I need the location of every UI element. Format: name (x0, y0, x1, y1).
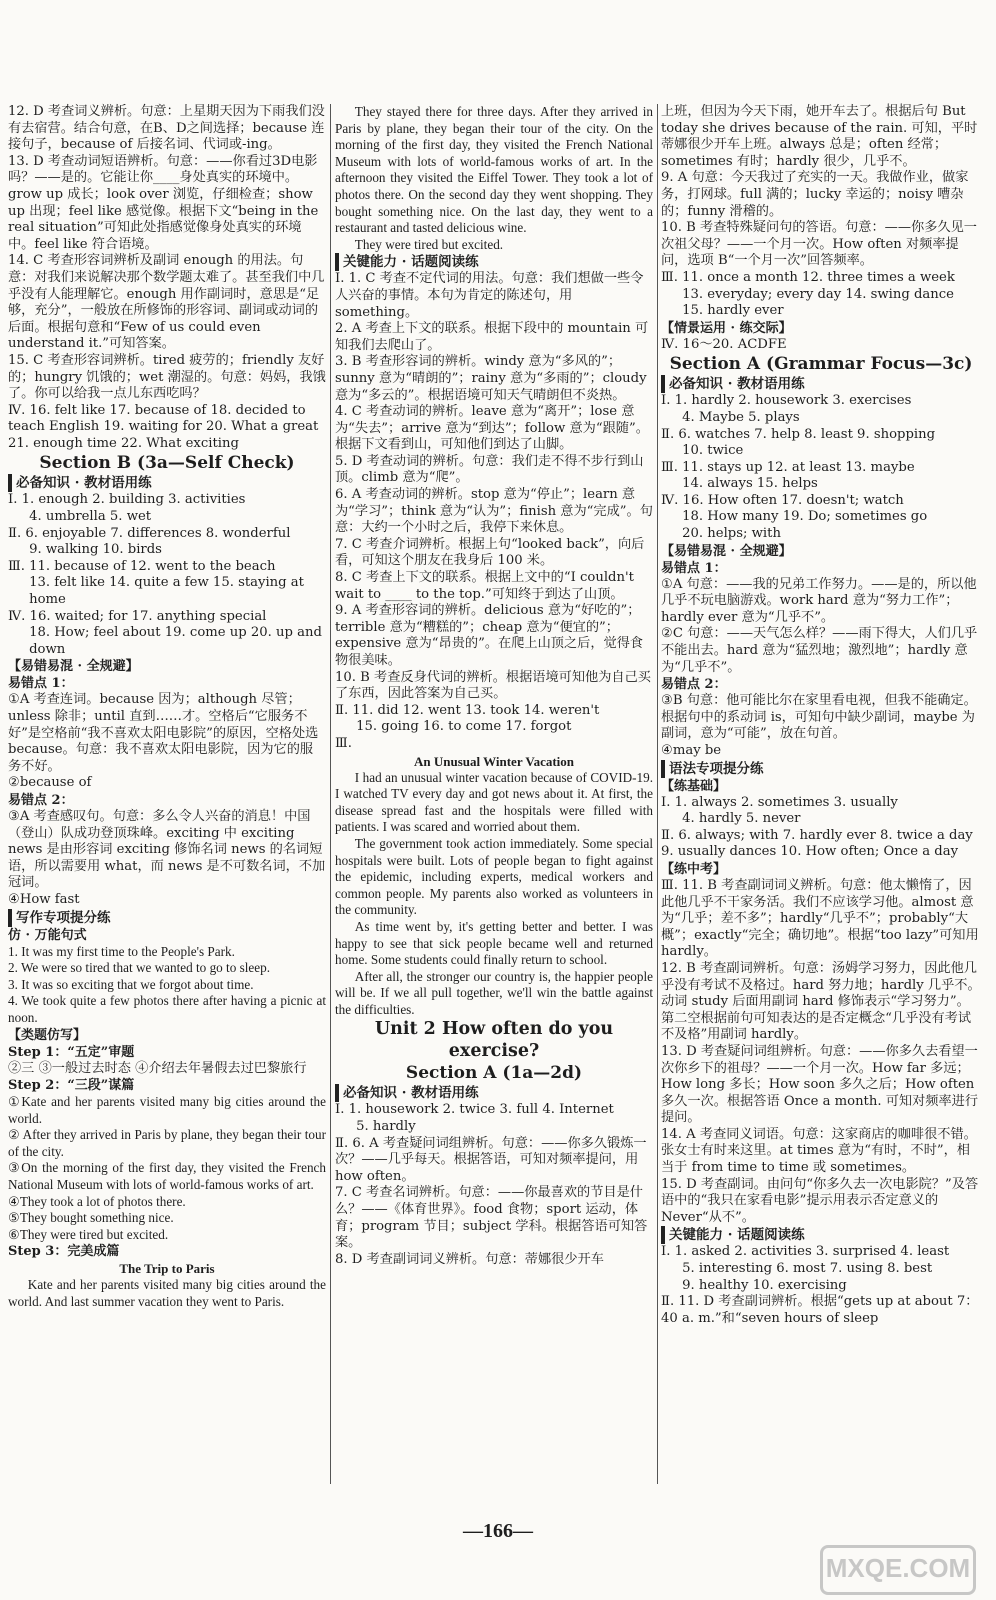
answer-item: 2. A 考查上下文的联系。根据下段中的 mountain 可知我们去爬山了。 (335, 321, 649, 353)
answer-item: ③B 句意：他可能比尔在家里看电视，但我不能确定。根据句中的系动词 is，可知句中缺少副词，maybe 为副词，意为“可能”，放在句首。 (661, 693, 977, 742)
answer-item: Ⅲ. 11. B 考查副词词义辨析。句意：他太懒惰了，因此他几乎不干家务活。我们不应该学习他。almost 意为“几乎；差不多”；hardly“几乎不”；probably“大概”；exactly“完全；确切地”。根据“too lazy”可知用 hardly。 (661, 877, 979, 960)
step-content: ⑥They were tired but excited. (8, 1226, 169, 1242)
column-divider (657, 104, 658, 1484)
essay-title: An Unusual Winter Vacation (413, 753, 575, 769)
step-label: Step 1：“五定”审题 (8, 1044, 135, 1060)
error-point-label: 易错点 2： (8, 792, 74, 808)
answer-item: 8. C 考查上下文的联系。根据上文中的“I couldn't wait to ____ to the top.”可知终于到达了山顶。 (335, 570, 634, 602)
answer-item: 4. C 考查动词的辨析。leave 意为“离开”；lose 意为“失去”；arrive 意为“到达”；follow 意为“跟随”。根据下文看到山，可知他们到达了山脚。 (335, 404, 649, 453)
essay-paragraph: The government took action immediately. Some special hospitals were built. Lots of people began to fight against the epidemic, including experts, medical workers and common people. My parents also worked as volunteers in the community. (335, 835, 653, 918)
answer-line: 10. twice (682, 443, 744, 459)
step-content: ①Kate and her parents visited many big cities around the world. (8, 1094, 326, 1126)
answer-line: 5. interesting 6. most 7. using 8. best (682, 1261, 933, 1277)
answer-item: ①A 句意：——我的兄弟工作努力。——是的，所以他几乎不玩电脑游戏。work hard 意为“努力工作”；hardly ever 意为“几乎不”。 (661, 576, 977, 625)
section-bar: 必备知识 · 教材语用练 (335, 1084, 653, 1102)
answer-line: 15. hardly ever (682, 303, 784, 319)
answer-line: Ⅳ. 16. waited; for 17. anything special (8, 608, 267, 624)
answer-line: 13. felt like 14. quite a few 15. staying at home (29, 575, 304, 608)
subsection-label: 【易错易混 · 全规避】 (661, 543, 792, 559)
answer-line: 5. hardly (356, 1119, 416, 1135)
answer-item: ④How fast (8, 891, 80, 907)
subsection-label: 【练中考】 (661, 861, 727, 877)
answer-item: 10. B 考查特殊疑问句的答语。句意：——你多久见一次祖父母？——一个月一次。How often 对频率提问，选项 B“一个月一次”回答频率。 (661, 220, 977, 269)
essay-paragraph: They were tired but excited. (354, 236, 504, 252)
answer-item: Ⅰ. 1. C 考查不定代词的用法。句意：我们想做一些令人兴奋的事情。本句为肯定的陈述句，用 something。 (335, 271, 644, 320)
answer-item: Ⅳ. 16. felt like 17. because of 18. decided to teach English 19. waiting for 20. What a great 21. enough time 22. What exciting (8, 402, 319, 451)
subsection-label: 【情景运用 · 练交际】 (661, 320, 792, 336)
answer-item: 14. C 考查形容词辨析及副词 enough 的用法。句意：对我们来说解决那个数学题太难了。甚至我们中几乎没有人能理解它。enough 用作副词时，意思是“足够，充分”，一般放在所修饰的形容词、副词或动词的后面。根据句意和“Few of us could even understand it.”可知答案。 (8, 253, 325, 352)
sentence: 1. It was my first time to the People's Park. (8, 943, 235, 959)
answer-line: 14. always 15. helps (682, 476, 818, 492)
step-content: ④They took a lot of photos there. (8, 1193, 186, 1209)
step-label: Step 3：完美成篇 (8, 1244, 120, 1260)
answer-item: 13. D 考查疑问词组辨析。句意：——你多久去看望一次你乡下的祖母？——一个月一次。How far 多远；How long 多长；How soon 多久之后；How often 多久一次。根据答语 Once a month. 可知对频率进行提问。 (661, 1043, 979, 1126)
error-point-label: 易错点 2： (661, 677, 727, 693)
answer-line: Ⅰ. 1. asked 2. activities 3. surprised 4. least (661, 1244, 950, 1260)
column-right (661, 104, 981, 1327)
answer-item: 13. D 考查动词短语辨析。句意：——你看过3D电影吗？——是的。它能让你____身处真实的环境中。grow up 成长；look over 浏览，仔细检查；show up 出现；feel like 感觉像。根据下文“being in the real situation”可知此处指感觉像身处真实的环境中。feel like 符合语境。 (8, 153, 319, 252)
step-content: ②三 ③一般过去时态 ④介绍去年暑假去过巴黎旅行 (8, 1060, 307, 1076)
error-point-label: 易错点 1： (8, 676, 74, 692)
subsection-label: 【易错易混 · 全规避】 (8, 659, 139, 675)
answer-item: 5. D 考查动词的辨析。句意：我们走不得不步行到山顶。climb 意为“爬”。 (335, 453, 644, 486)
answer-item: 15. C 考查形容词辨析。tired 疲劳的；friendly 友好的；hungry 饥饿的；wet 潮湿的。句意：妈妈，我饿了。你可以给我一点儿东西吃吗？ (8, 352, 326, 402)
answer-item: 15. D 考查副词。由问句“你多久去一次电影院？”及答语中的“我只在家看电影”提示用表示否定意义的 Never“从不”。 (661, 1176, 979, 1225)
answer-line: Ⅰ. 1. enough 2. building 3. activities (8, 492, 246, 508)
section-title: Section B (3a—Self Check) (39, 453, 295, 474)
answer-item: ③A 考查感叹句。句意：多么令人兴奋的消息！中国（登山）队成功登顶珠峰。exciting 中 exciting news 是由形容词 exciting 修饰名词 news 的名词短语，所以需要用 what，而 news 是不可数名词，不加冠词。 (8, 808, 326, 891)
essay-paragraph: I had an unusual winter vacation because of COVID-19. I watched TV every day and got news about it. At first, the disease spread fast and the hospitals were filled with patients. I was scared and worried about them. (335, 769, 653, 835)
answer-line: Ⅲ. (335, 735, 352, 751)
error-point-label: 易错点 1： (661, 560, 727, 576)
essay-paragraph: As time went by, it's getting better and better. I was happy to see that sick people became well and returned home. Some students could finally return to school. (335, 918, 653, 968)
essay-paragraph: Kate and her parents visited many big cities around the world. And last summer vacation they went to Paris. (8, 1277, 326, 1310)
answer-line: 9. healthy 10. exercising (682, 1277, 847, 1293)
subsection-label: 【类题仿写】 (8, 1027, 87, 1043)
section-bar: 必备知识 · 教材语用练 (661, 375, 981, 393)
essay-paragraph: They stayed there for three days. After they arrived in Paris by plane, they began their tour of the city. On the morning of the first day, they visited the French National Museum with lots of world-famous works of art. In the afternoon they visited the Eiffel Tower. They took a lot of photos there. On the second day they went shopping. They bought something nice. On the last day, they went to a restaurant and tasted delicious wine. (335, 104, 653, 236)
answer-item: 10. B 考查反身代词的辨析。根据语境可知他为自己买了东西，因此答案为自己买。 (335, 669, 651, 702)
answer-line: Ⅱ. 6. watches 7. help 8. least 9. shopping (661, 426, 936, 442)
answer-line: 9. walking 10. birds (29, 542, 162, 558)
essay-title: The Trip to Paris (119, 1261, 215, 1277)
step-content: ② After they arrived in Paris by plane, they began their tour of the city. (8, 1127, 326, 1159)
answer-item: 12. D 考查词义辨析。句意：上星期天因为下雨我们没有去宿营。结合句意，在B、D之间选择；because 连接句子，because of 后接名词、代词或-ing。 (8, 104, 325, 153)
step-label: Step 2：“三段”谋篇 (8, 1078, 135, 1094)
answer-item: 14. A 考查同义词语。句意：这家商店的咖啡很不错。张女士有时来这里。at times 意为“有时，不时”，相当于 from time to time 或 sometimes。 (661, 1126, 977, 1176)
section-bar: 写作专项提分练 (8, 909, 326, 927)
subsection-label: 仿 · 万能句式 (8, 927, 87, 943)
sentence: 3. It was so exciting that we forgot about time. (8, 976, 254, 992)
answer-page (8, 104, 988, 1544)
answer-item: ②C 句意：——天气怎么样？——雨下得大，人们几乎不能出去。hard 意为“猛烈地；激烈地”；hardly 意为“几乎不”。 (661, 626, 978, 675)
answer-line: Ⅲ. 11. stays up 12. at least 13. maybe (661, 459, 915, 475)
answer-item: 6. A 考查动词的辨析。stop 意为“停止”；learn 意为“学习”；think 意为“认为”；finish 意为“完成”。句意：大约一个小时之后，我停下来休息。 (335, 487, 653, 536)
answer-item: 7. C 考查介词辨析。根据上句“looked back”，向后看，可知这个朋友在我身后 100 米。 (335, 536, 645, 569)
answer-line: 4. Maybe 5. plays (682, 409, 800, 425)
answer-line: Ⅰ. 1. hardly 2. housework 3. exercises (661, 393, 912, 409)
answer-item: 3. B 考查形容词的辨析。windy 意为“多风的”；sunny 意为“晴朗的”；rainy 意为“多雨的”；cloudy 意为“多云的”。根据语境可知天气晴朗但不炎热。 (335, 354, 647, 403)
section-bar: 必备知识 · 教材语用练 (8, 474, 326, 492)
subsection-label: 【练基础】 (661, 778, 727, 794)
answer-item: ②because of (8, 775, 92, 791)
answer-item: 8. D 考查副词词义辨析。句意：蒂娜很少开车 (335, 1251, 604, 1267)
answer-line: 18. How; feel about 19. come up 20. up and down (29, 625, 322, 657)
answer-line: 15. going 16. to come 17. forgot (356, 719, 572, 735)
section-title: Section A (Grammar Focus—3c) (669, 354, 973, 375)
sentence: 4. We took quite a few photos there after having a picnic at noon. (8, 993, 326, 1025)
column-divider (330, 104, 331, 1484)
answer-item: Ⅱ. 6. A 考查疑问词组辨析。句意：——你多久锻炼一次？——几乎每天。根据答语，可知对频率提问，用 how often。 (335, 1135, 647, 1184)
watermark-logo: MXQE.COM (820, 1545, 976, 1595)
answer-line: 18. How many 19. Do; sometimes go (682, 509, 928, 525)
step-content: ③On the morning of the first day, they visited the French National Museum with lots of world-famous works of art. (8, 1160, 326, 1193)
answer-item: 9. A 句意：今天我过了充实的一天。我做作业，做家务，打网球。full 满的；lucky 幸运的；noisy 嘈杂的；funny 滑稽的。 (661, 170, 969, 219)
answer-item: 9. A 考查形容词的辨析。delicious 意为“好吃的”；terrible 意为“糟糕的”；cheap 意为“便宜的”；expensive 意为“昂贵的”。在爬上山顶之后，觉得食物很美味。 (335, 603, 644, 668)
answer-line: Ⅲ. 11. because of 12. went to the beach (8, 558, 276, 574)
answer-line: 20. helps; with (682, 526, 781, 542)
sentence: 2. We were so tired that we wanted to go to sleep. (8, 960, 271, 976)
answer-item: 上班，但因为今天下雨，她开车去了。根据后句 But today she drives because of the rain. 可知，平时蒂娜很少开车上班。always 总是；often 经常；sometimes 有时；hardly 很少，几乎不。 (661, 104, 978, 169)
answer-item: ①A 考查连词。because 因为；although 尽管；unless 除非；until 直到……才。空格后“它服务不好”是空格前“我不喜欢太阳电影院”的原因，空格处选 because。句意：我不喜欢太阳电影院，因为它的服务不好。 (8, 692, 319, 774)
page-number: —166— (463, 1520, 533, 1542)
answer-item: 12. B 考查副词辨析。句意：汤姆学习努力，因此他几乎没有考试不及格过。hard 努力地；hardly 几乎不。动词 study 后面用副词 hard 修饰表示“学习努力”。第二空根据前句可知表达的是否定概念“几乎没有考试不及格”用副词 hardly。 (661, 960, 981, 1043)
step-content: ⑤They bought something nice. (8, 1210, 174, 1226)
answer-line: Ⅲ. 11. once a month 12. three times a week (661, 269, 955, 285)
section-bar: 关键能力 · 话题阅读练 (335, 253, 653, 271)
answer-line: Ⅰ. 1. housework 2. twice 3. full 4. Internet (335, 1102, 614, 1118)
section-bar: 关键能力 · 话题阅读练 (661, 1226, 981, 1244)
answer-line: Ⅱ. 11. did 12. went 13. took 14. weren't (335, 702, 600, 718)
answer-line: 4. umbrella 5. wet (29, 509, 152, 525)
answer-line: Ⅳ. 16. How often 17. doesn't; watch (661, 492, 904, 508)
column-left (8, 104, 326, 1311)
answer-line: Ⅳ. 16～20. ACDFE (661, 336, 787, 352)
column-middle (335, 104, 653, 1268)
answer-line: Ⅰ. 1. always 2. sometimes 3. usually (661, 794, 898, 810)
answer-item: 7. C 考查名词辨析。句意：——你最喜欢的节目是什么？——《体育世界》。food 食物；sport 运动，体育；program 节目；subject 学科。根据答语可知答案。 (335, 1185, 648, 1251)
unit-title: Unit 2 How often do you exercise? (374, 1019, 614, 1062)
essay-paragraph: After all, the stronger our country is, the happier people will be. If we all pull together, we'll win the battle against the difficulties. (335, 968, 653, 1017)
answer-line: Ⅱ. 6. enjoyable 7. differences 8. wonderful (8, 525, 291, 541)
answer-item: ④may be (661, 743, 722, 758)
section-bar: 语法专项提分练 (661, 760, 981, 778)
answer-line: Ⅱ. 6. always; with 7. hardly ever 8. twice a day 9. usually dances 10. How often; Once a day (661, 827, 973, 860)
answer-line: 13. everyday; every day 14. swing dance (682, 286, 954, 302)
answer-line: 4. hardly 5. never (682, 811, 801, 827)
answer-item: Ⅱ. 11. D 考查副词辨析。根据“gets up at about 7：40 a. m.”和“seven hours of sleep (661, 1294, 979, 1326)
section-title: Section A (1a—2d) (405, 1063, 583, 1084)
